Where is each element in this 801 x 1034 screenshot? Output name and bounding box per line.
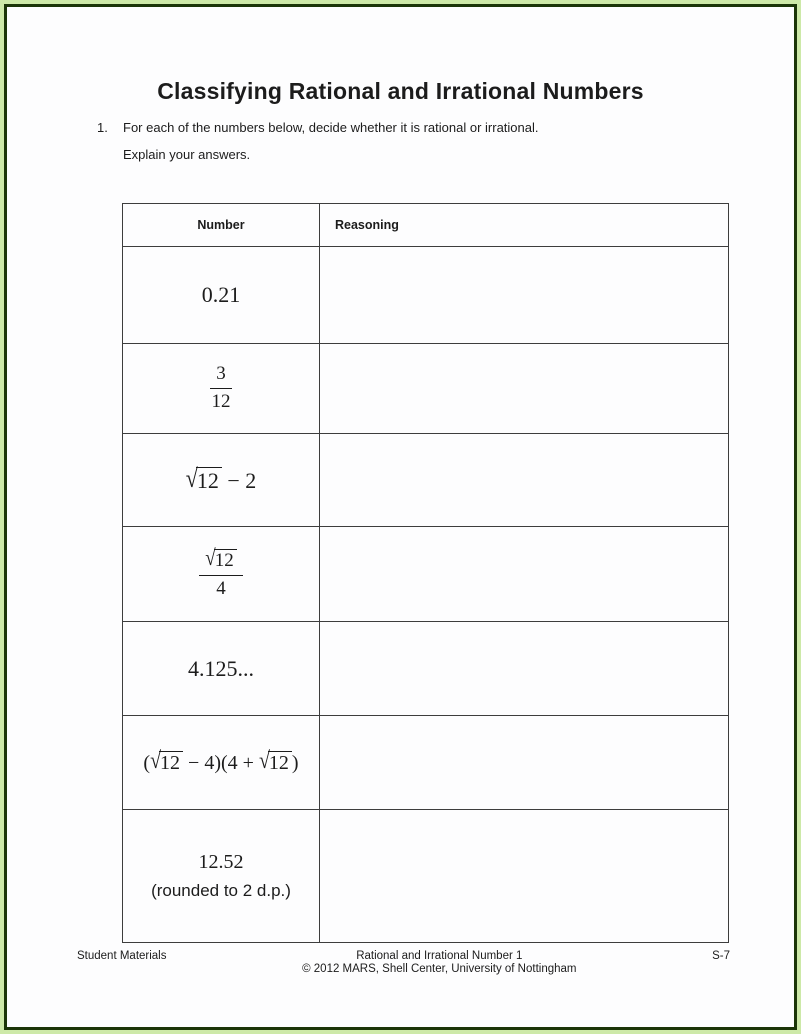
sqrt-expression <box>185 462 222 493</box>
question-number: 1. <box>97 120 108 135</box>
number-cell <box>123 622 320 716</box>
reasoning-cell <box>320 622 729 716</box>
fraction-numerator <box>210 364 232 389</box>
math-text: 12 <box>211 391 231 412</box>
question-body <box>123 119 539 164</box>
classification-table <box>122 203 729 943</box>
question-1 <box>97 119 794 164</box>
radicand: 12 <box>214 549 237 572</box>
sqrt-expression <box>205 545 236 571</box>
table-row <box>123 434 729 527</box>
math-text: 4.125... <box>188 655 254 681</box>
math-text: 0.21 <box>201 282 241 307</box>
table-row <box>123 716 729 810</box>
table-header <box>123 204 729 247</box>
table-row <box>123 527 729 622</box>
footer-copyright: © 2012 MARS, Shell Center, University of Nottingham <box>302 963 577 975</box>
radical-sign: √ <box>205 545 216 571</box>
page-title: Classifying Rational and Irrational Numbers <box>157 78 644 104</box>
fraction <box>199 545 242 600</box>
math-text: ( <box>143 751 151 774</box>
sqrt-expression <box>150 747 183 774</box>
number-cell <box>123 810 320 943</box>
radical-sign: √ <box>150 747 162 774</box>
page-footer <box>7 950 794 976</box>
math-text: − 2 <box>221 467 257 493</box>
table-row <box>123 622 729 716</box>
worksheet-page <box>4 4 797 1030</box>
radicand: 12 <box>196 467 222 493</box>
table-body <box>123 247 729 943</box>
math-text: ) <box>291 751 299 774</box>
reasoning-cell <box>320 527 729 622</box>
reasoning-cell <box>320 247 729 344</box>
header-row <box>123 204 729 247</box>
question-text: For each of the numbers below, decide whether it is rational or irrational. <box>123 120 539 135</box>
number-value: 12.52 <box>198 851 244 873</box>
table-row <box>123 344 729 434</box>
number-note: (rounded to 2 d.p.) <box>151 881 291 900</box>
fraction-numerator <box>199 545 242 576</box>
number-cell <box>123 716 320 810</box>
fraction-denominator <box>199 576 242 600</box>
math-text: − 4)(4 + <box>183 751 259 774</box>
footer-page-number: S-7 <box>712 950 730 962</box>
radicand: 12 <box>159 751 183 775</box>
math-text: 4 <box>216 577 226 599</box>
table-row <box>123 247 729 344</box>
reasoning-cell <box>320 434 729 527</box>
sqrt-expression <box>258 747 292 774</box>
column-header-reasoning: Reasoning <box>320 204 729 247</box>
footer-center-text <box>167 950 713 976</box>
number-cell <box>123 247 320 344</box>
footer-document-title: Rational and Irrational Number 1 <box>356 950 523 962</box>
radical-sign: √ <box>258 747 270 774</box>
reasoning-cell <box>320 716 729 810</box>
footer-left-text: Student Materials <box>77 950 167 962</box>
reasoning-cell <box>320 344 729 434</box>
radical-sign: √ <box>185 462 198 493</box>
question-instruction: Explain your answers. <box>123 147 251 162</box>
math-text: 3 <box>216 363 226 385</box>
number-cell <box>123 434 320 527</box>
number-cell <box>123 527 320 622</box>
fraction <box>210 364 232 413</box>
fraction-denominator <box>210 389 232 413</box>
table-row <box>123 810 729 943</box>
column-header-number: Number <box>123 204 320 247</box>
reasoning-cell <box>320 810 729 943</box>
number-cell <box>123 344 320 434</box>
radicand: 12 <box>268 751 292 775</box>
